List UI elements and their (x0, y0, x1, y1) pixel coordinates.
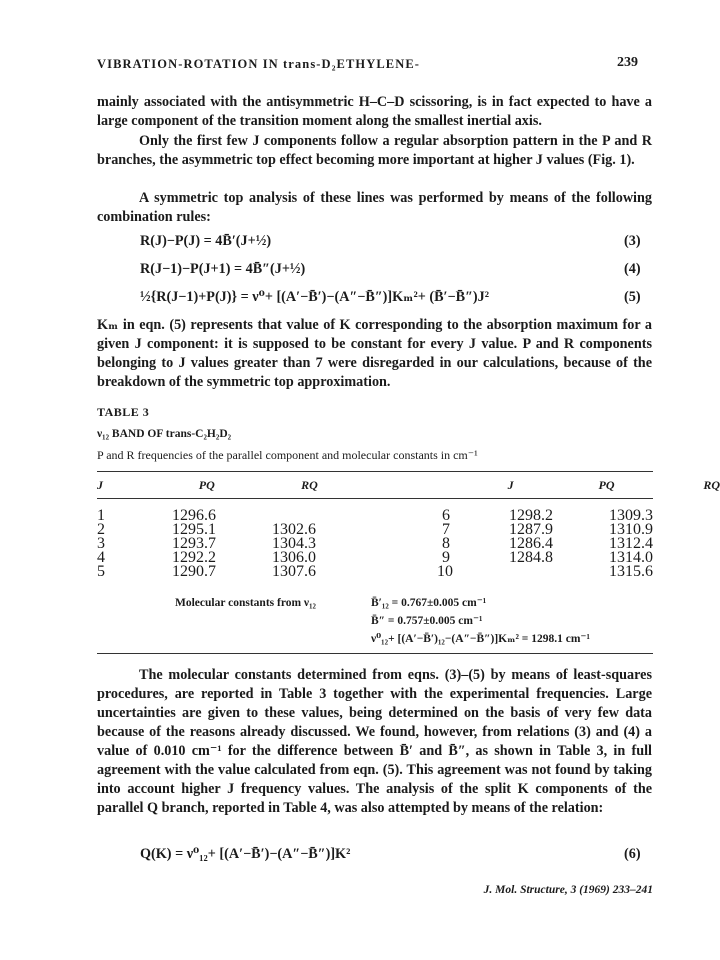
header-pq-right: PQ (598, 478, 615, 492)
table-bottom-rule (97, 653, 653, 654)
table-header-rule (97, 498, 653, 499)
equation-4-number: (4) (624, 261, 641, 277)
cell-j: 2 (97, 521, 105, 538)
cell-pq: 1287.9 (509, 521, 553, 538)
paragraph-3: A symmetric top analysis of these lines was performed by means of the following combination rules: (97, 190, 652, 225)
equation-5: ½{R(J−1)+P(J)} = ν⁰+ [(A′−B̄′)−(A″−B̄″)]Kₘ²+ (B̄′−B̄″)J² (140, 289, 490, 305)
cell-j: 10 (437, 563, 453, 580)
cell-j: 5 (97, 563, 105, 580)
cell-rq: 1306.0 (272, 549, 316, 566)
table-caption: P and R frequencies of the parallel component and molecular constants in cm⁻¹ (97, 448, 478, 462)
cell-pq: 1286.4 (509, 535, 553, 552)
cell-j: 8 (442, 535, 450, 552)
cell-pq: 1295.1 (172, 521, 216, 538)
paragraph-1: mainly associated with the antisymmetric H–C–D scissoring, is in fact expected to have a large component of the transition moment along the smallest inertial axis. (97, 94, 652, 129)
paragraph-2: Only the first few J components follow a regular absorption pattern in the P and R branches, the asymmetric top effect becoming more important at higher J values (Fig. 1). (97, 133, 652, 168)
cell-rq: 1307.6 (272, 563, 316, 580)
paragraph-4: Kₘ in eqn. (5) represents that value of K corresponding to the absorption maximum for a given J component: it is supposed to be constant for every J value. P and R components belonging to J values greater than 7 were disregarded in our calculations, because of the breakdown of the symmetric top approximation. (97, 317, 652, 390)
cell-rq: 1310.9 (609, 521, 653, 538)
cell-j: 9 (442, 549, 450, 566)
cell-rq: 1314.0 (609, 549, 653, 566)
cell-rq: 1312.4 (609, 535, 653, 552)
equation-3-number: (3) (624, 233, 641, 249)
table-row (97, 521, 653, 538)
paragraph-5: The molecular constants determined from eqns. (3)–(5) by means of least-squares procedures, are reported in Table 3 together with the experimental frequencies. Large uncertainties are given to these values, being determined on the basis of very few data because of the reasons already discussed. We found, however, from relations (3) and (4) a value of 0.010 cm⁻¹ for the difference between B̄′ and B̄″, as shown in Table 3, in full agreement with the value calculated from eqn. (5). This agreement was not found by taking into account higher J frequency values. The analysis of the split K components of the parallel Q branch, reported in Table 4, was also attempted by means of the relation: (97, 667, 652, 816)
cell-pq: 1290.7 (172, 563, 216, 580)
cell-pq: 1284.8 (509, 549, 553, 566)
constant-band-origin: ν⁰₁₂+ [(A′−B̄′)₁₂−(A″−B̄″)]Kₘ² = 1298.1 cm⁻¹ (371, 633, 590, 645)
cell-rq: 1315.6 (609, 563, 653, 580)
table-top-rule (97, 471, 653, 472)
cell-rq: 1304.3 (272, 535, 316, 552)
constant-b-prime: B̄′₁₂ = 0.767±0.005 cm⁻¹ (371, 597, 487, 609)
table-row (97, 549, 653, 566)
header-j-left: J (97, 478, 103, 492)
cell-j: 3 (97, 535, 105, 552)
equation-6-number: (6) (624, 846, 641, 862)
cell-j: 7 (442, 521, 450, 538)
cell-j: 4 (97, 549, 105, 566)
header-pq-left: PQ (198, 478, 215, 492)
cell-j: 1 (97, 507, 105, 524)
cell-rq: 1302.6 (272, 521, 316, 538)
equation-3: R(J)−P(J) = 4B̄′(J+½) (140, 233, 272, 249)
equation-6: Q(K) = ν⁰₁₂+ [(A′−B̄′)−(A″−B̄″)]K² (140, 846, 351, 862)
equation-4: R(J−1)−P(J+1) = 4B̄″(J+½) (140, 261, 306, 277)
page-number: 239 (617, 55, 638, 70)
table-row (97, 535, 653, 552)
table-body (97, 507, 653, 580)
cell-pq: 1296.6 (172, 507, 216, 524)
header-j-right: J (507, 478, 514, 492)
constants-label: Molecular constants from ν₁₂ (175, 597, 316, 609)
cell-j: 6 (442, 507, 450, 524)
table-header-row (97, 478, 720, 492)
cell-pq: 1298.2 (509, 507, 553, 524)
cell-pq: 1293.7 (172, 535, 216, 552)
table-subtitle: ν₁₂ BAND OF trans-C₂H₂D₂ (97, 428, 232, 440)
journal-citation: J. Mol. Structure, 3 (1969) 233–241 (483, 884, 653, 896)
table-label: TABLE 3 (97, 405, 150, 419)
table-row (97, 507, 653, 524)
cell-rq: 1309.3 (609, 507, 653, 524)
table-row (97, 563, 653, 580)
running-title: VIBRATION-ROTATION IN trans-D₂ETHYLENE- (97, 57, 421, 71)
equation-5-number: (5) (624, 289, 641, 305)
constant-b-double-prime: B̄″ = 0.757±0.005 cm⁻¹ (371, 615, 483, 627)
header-rq-left: RQ (301, 478, 318, 492)
header-rq-right: RQ (703, 478, 720, 492)
cell-pq: 1292.2 (172, 549, 216, 566)
